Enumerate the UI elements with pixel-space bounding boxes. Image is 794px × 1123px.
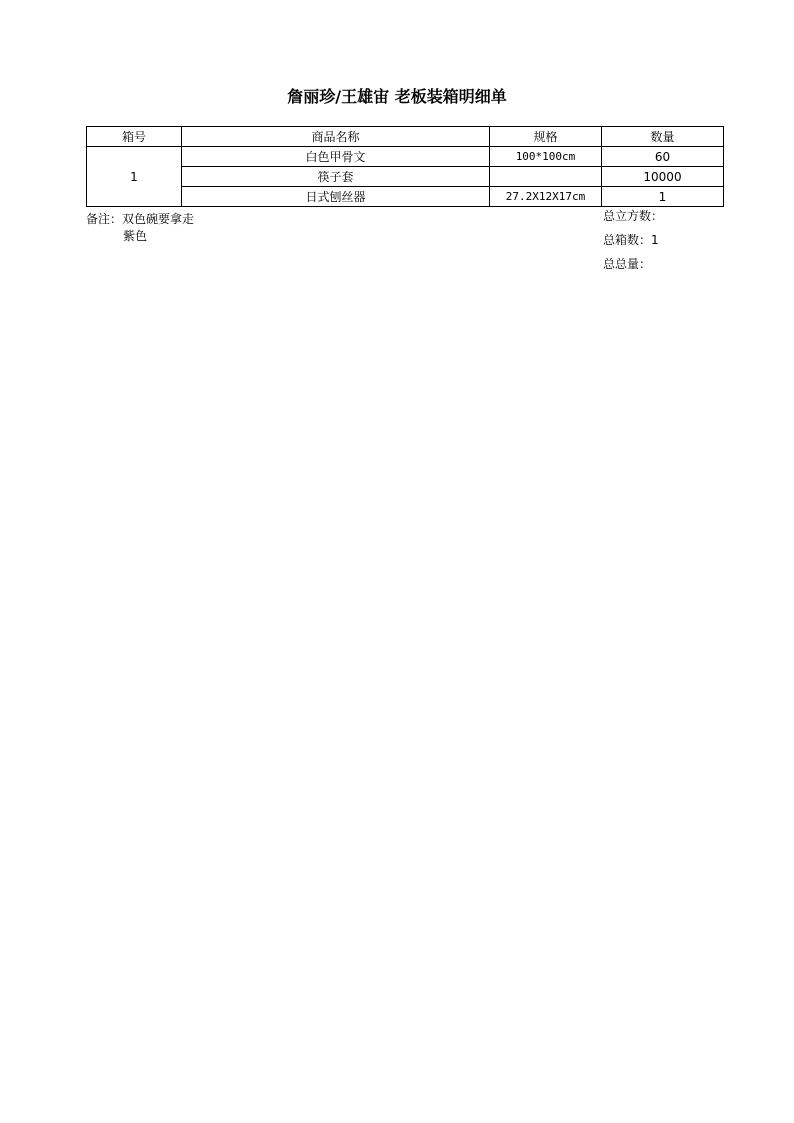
- box-number-cell: 1: [87, 147, 182, 207]
- remark-label: 备注：: [86, 212, 123, 226]
- header-box-no: 箱号: [87, 127, 182, 147]
- product-name-cell: 筷子套: [182, 167, 490, 187]
- quantity-cell: 1: [602, 187, 724, 207]
- spec-cell: 100*100cm: [490, 147, 602, 167]
- spec-cell: [490, 167, 602, 187]
- header-product-name: 商品名称: [182, 127, 490, 147]
- remark-line-1: [86, 211, 194, 228]
- table-row: [87, 147, 724, 167]
- page-title: 詹丽珍/王雄宙 老板装箱明细单: [287, 87, 507, 106]
- total-boxes-value: 1: [651, 233, 659, 247]
- total-boxes-label: 总箱数：: [603, 233, 652, 247]
- summary-block: [603, 208, 663, 280]
- remark-text-2: 紫色: [123, 229, 148, 243]
- table-row: [87, 167, 724, 187]
- remark-block: [86, 211, 194, 245]
- table-row: [87, 187, 724, 207]
- remark-text-1: 双色碗要拿走: [122, 212, 195, 226]
- packing-list-table: [86, 126, 724, 207]
- total-boxes-row: [603, 232, 663, 256]
- header-quantity: 数量: [602, 127, 724, 147]
- total-volume-label: 总立方数：: [603, 209, 664, 223]
- product-name-cell: 日式刨丝器: [182, 187, 490, 207]
- spec-cell: 27.2X12X17cm: [490, 187, 602, 207]
- quantity-cell: 60: [602, 147, 724, 167]
- header-spec: 规格: [490, 127, 602, 147]
- product-name-cell: 白色甲骨文: [182, 147, 490, 167]
- quantity-cell: 10000: [602, 167, 724, 187]
- total-weight-row: [603, 256, 663, 280]
- total-weight-label: 总总量：: [603, 257, 652, 271]
- table-header-row: [87, 127, 724, 147]
- total-volume-row: [603, 208, 663, 232]
